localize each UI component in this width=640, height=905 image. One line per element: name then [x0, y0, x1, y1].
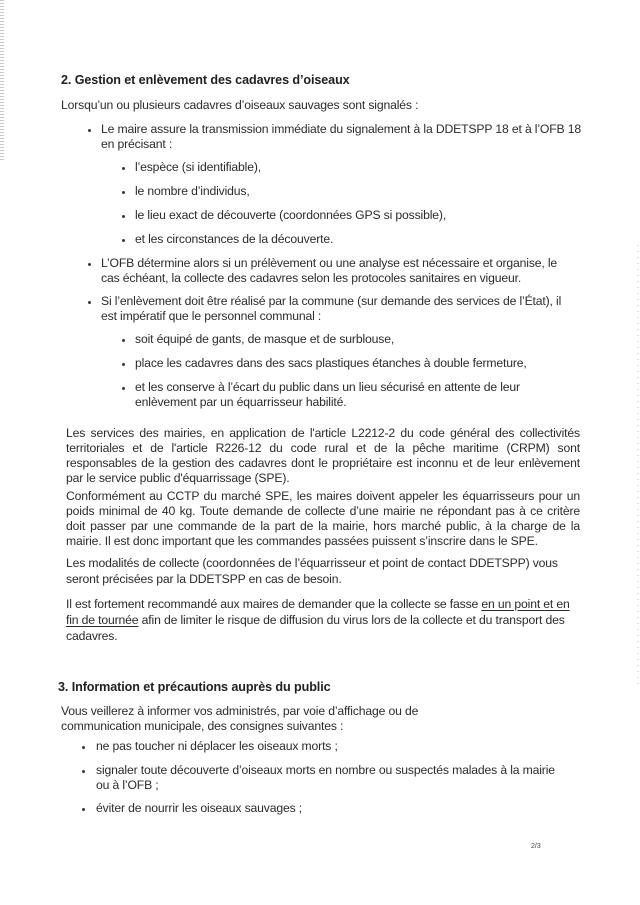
bullet-icon: [82, 808, 85, 811]
section-2-intro: Lorsqu’un ou plusieurs cadavres d’oiseaux sauvages sont signalés :: [61, 98, 419, 112]
recommendation-paragraph: [66, 596, 572, 644]
list-item: Si l’enlèvement doit être réalisé par la commune (sur demande des services de l’État), il est impératif que le personnel communal :: [101, 294, 562, 323]
legal-paragraph: Les services des mairies, en application de l'article L2212-2 du code général des collectivités territoriales et de l'article R226-12 du code rural et de la pêche maritime (CRPM) sont responsables de la gestion des cadavres dont le propriétaire est inconnu et de leur enlèvement par le service public d'équarrissage (SPE).: [66, 426, 580, 485]
page-number: 2/3: [531, 843, 541, 850]
bullet-icon: [122, 191, 125, 194]
list-item: Le maire assure la transmission immédiate du signalement à la DDETSPP 18 et à l’OFB 18 en précisant :: [101, 122, 582, 151]
recommendation-emphasis: en un point et en fin de tournée: [66, 597, 570, 627]
bullet-icon: [88, 263, 91, 266]
list-item: L’OFB détermine alors si un prélèvement ou une analyse est nécessaire et organise, le cas échéant, la collecte des cadavres selon les protocoles sanitaires en vigueur.: [101, 256, 558, 285]
sub-list-item: l’espèce (si identifiable),: [135, 160, 262, 174]
list-item: éviter de nourrir les oiseaux sauvages ;: [96, 801, 303, 815]
sub-list-item: le lieu exact de découverte (coordonnées GPS si possible),: [135, 208, 447, 222]
bullet-icon: [122, 339, 125, 342]
sub-list-item: et les conserve à l’écart du public dans un lieu sécurisé en attente de leur enlèvement par un équarrisseur habilité.: [135, 380, 520, 409]
bullet-icon: [122, 239, 125, 242]
bullet-icon: [122, 167, 125, 170]
bullet-icon: [122, 363, 125, 366]
sub-list-item: et les circonstances de la découverte.: [135, 232, 334, 246]
section-3-intro: Vous veillerez à informer vos administrés, par voie d’affichage ou de communication municipale, des consignes suivantes :: [61, 704, 419, 733]
cctp-paragraph: Conformément au CCTP du marché SPE, les maires doivent appeler les équarrisseurs pour un poids minimal de 40 kg. Toute demande de collecte d’une mairie ne répondant pas à ce critère doit passer par une commande de la part de la mairie, hors marché public, à la charge de la mairie. Il est donc important que les commandes passées puissent s’inscrire dans le SPE.: [66, 489, 580, 548]
sub-list-item: soit équipé de gants, de masque et de surblouse,: [135, 332, 395, 346]
section-2-heading: 2. Gestion et enlèvement des cadavres d’oiseaux: [61, 73, 350, 87]
bullet-icon: [122, 387, 125, 390]
section-3-heading: 3. Information et précautions auprès du public: [58, 680, 331, 694]
bullet-icon: [88, 129, 91, 132]
list-item: ne pas toucher ni déplacer les oiseaux morts ;: [96, 739, 338, 753]
bullet-icon: [88, 301, 91, 304]
sub-list-item: le nombre d’individus,: [135, 184, 250, 198]
recommendation-text: afin de limiter le risque de diffusion du virus lors de la collecte et du transport des cadavres.: [66, 613, 565, 643]
bullet-icon: [82, 746, 85, 749]
list-item: signaler toute découverte d’oiseaux morts en nombre ou suspectés malades à la mairie ou à l’OFB ;: [96, 763, 555, 792]
modalites-paragraph: Les modalités de collecte (coordonnées de l’équarrisseur et point de contact DDETSPP) vous seront précisées par la DDETSPP en cas de besoin.: [66, 556, 558, 586]
bullet-icon: [122, 215, 125, 218]
recommendation-text: Il est fortement recommandé aux maires de demander que la collecte se fasse: [66, 597, 482, 611]
bullet-icon: [82, 770, 85, 773]
sub-list-item: place les cadavres dans des sacs plastiques étanches à double fermeture,: [135, 356, 527, 370]
